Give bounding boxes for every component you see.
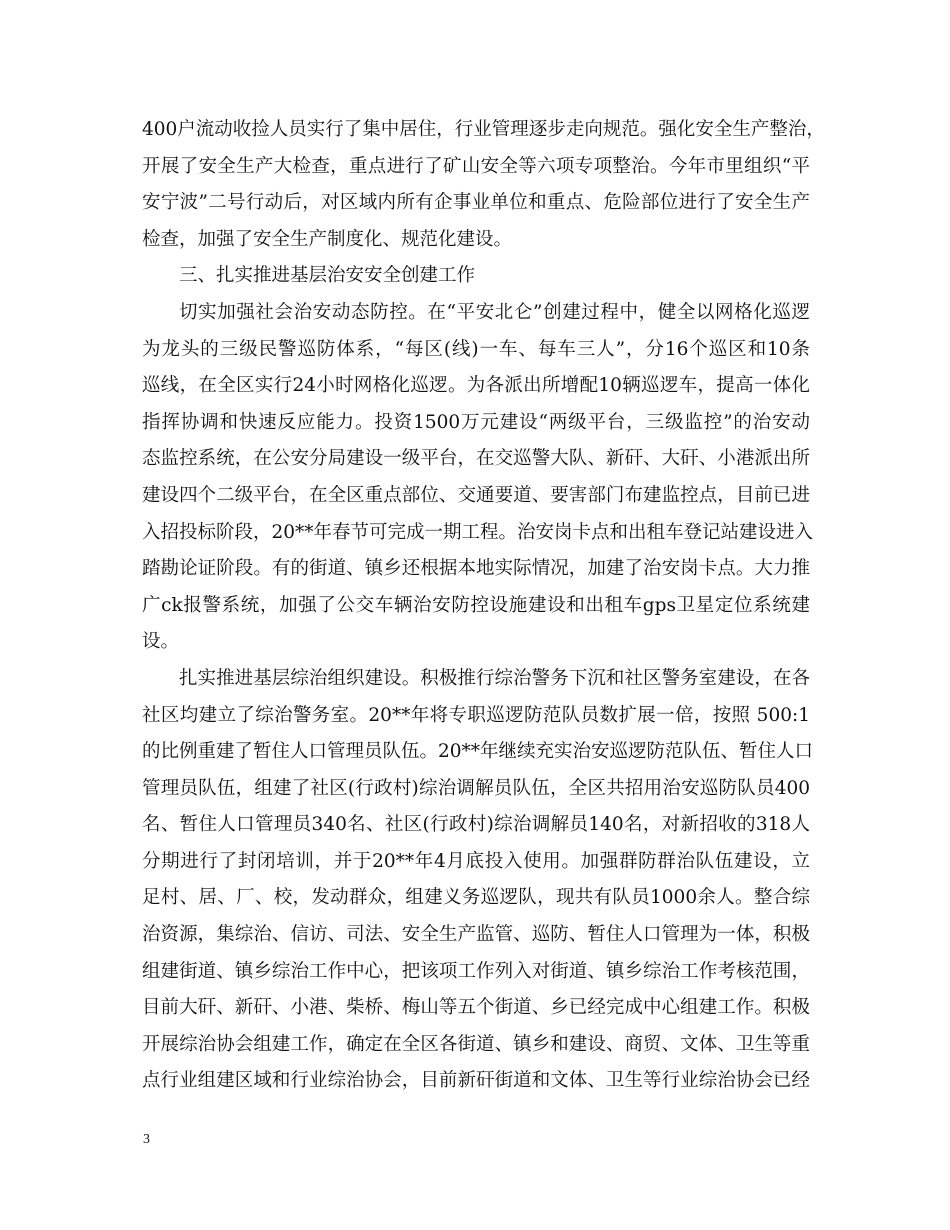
text-line: 目前大矸、新矸、小港、柴桥、梅山等五个街道、乡已经完成中心组建工作。积极 <box>142 997 810 1019</box>
text-line: 设。 <box>142 631 180 653</box>
text-line: 指挥协调和快速反应能力。投资1500万元建设“两级平台，三级监控”的治安动 <box>142 411 810 433</box>
paragraph-first-line: 切实加强社会治安动态防控。在“平安北仑”创建过程中，健全以网格化巡逻 <box>179 301 810 323</box>
text-line: 点行业组建区域和行业综治协会，目前新矸街道和文体、卫生等行业综治协会已经 <box>142 1070 810 1092</box>
text-line: 名、暂住人口管理员340名、社区(行政村)综治调解员140名，对新招收的318人 <box>142 814 810 836</box>
text-line: 的比例重建了暂住人口管理员队伍。20**年继续充实治安巡逻防范队伍、暂住人口 <box>142 741 814 763</box>
text-line: 检查，加强了安全生产制度化、规范化建设。 <box>142 228 513 250</box>
text-line: 安宁波”二号行动后，对区域内所有企事业单位和重点、危险部位进行了安全生产 <box>142 192 810 214</box>
text-line: 态监控系统，在公安分局建设一级平台，在交巡警大队、新矸、大矸、小港派出所 <box>142 448 810 470</box>
paragraph-first-line: 扎实推进基层综治组织建设。积极推行综治警务下沉和社区警务室建设，在各 <box>179 667 810 689</box>
text-line: 广ck报警系统，加强了公交车辆治安防控设施建设和出租车gps卫星定位系统建 <box>142 594 810 616</box>
text-line: 开展了安全生产大检查，重点进行了矿山安全等六项专项整治。今年市里组织“平 <box>142 155 810 177</box>
text-line: 入招投标阶段，20**年春节可完成一期工程。治安岗卡点和出租车登记站建设进入 <box>142 521 814 543</box>
text-line: 管理员队伍，组建了社区(行政村)综治调解员队伍，全区共招用治安巡防队员400 <box>142 777 810 799</box>
text-line: 巡线，在全区实行24小时网格化巡逻。为各派出所增配10辆巡逻车，提高一体化 <box>142 375 810 397</box>
text-line: 组建街道、镇乡综治工作中心，把该项工作列入对街道、镇乡综治工作考核范围， <box>142 960 810 982</box>
text-line: 为龙头的三级民警巡防体系，“每区(线)一车、每车三人”，分16个巡区和10条 <box>142 338 810 360</box>
text-line: 400户流动收捡人员实行了集中居住，行业管理逐步走向规范。强化安全生产整治， <box>142 119 825 140</box>
section-heading: 三、扎实推进基层治安安全创建工作 <box>179 265 476 287</box>
document-body <box>142 112 825 1100</box>
text-line: 开展综治协会组建工作，确定在全区各街道、镇乡和建设、商贸、文体、卫生等重 <box>142 1033 810 1055</box>
text-line: 踏勘论证阶段。有的街道、镇乡还根据本地实际情况，加建了治安岗卡点。大力推 <box>142 558 810 580</box>
text-line: 分期进行了封闭培训，并于20**年4月底投入使用。加强群防群治队伍建设，立 <box>142 850 810 872</box>
text-line: 足村、居、厂、校，发动群众，组建义务巡逻队，现共有队员1000余人。整合综 <box>142 887 810 909</box>
page-number: 3 <box>143 1132 150 1147</box>
text-line: 治资源，集综治、信访、司法、安全生产监管、巡防、暂住人口管理为一体，积极 <box>142 924 810 946</box>
text-line: 建设四个二级平台，在全区重点部位、交通要道、要害部门布建监控点，目前已进 <box>142 484 810 506</box>
text-line: 社区均建立了综治警务室。20**年将专职巡逻防范队员数扩展一倍，按照 500:1 <box>142 704 810 726</box>
